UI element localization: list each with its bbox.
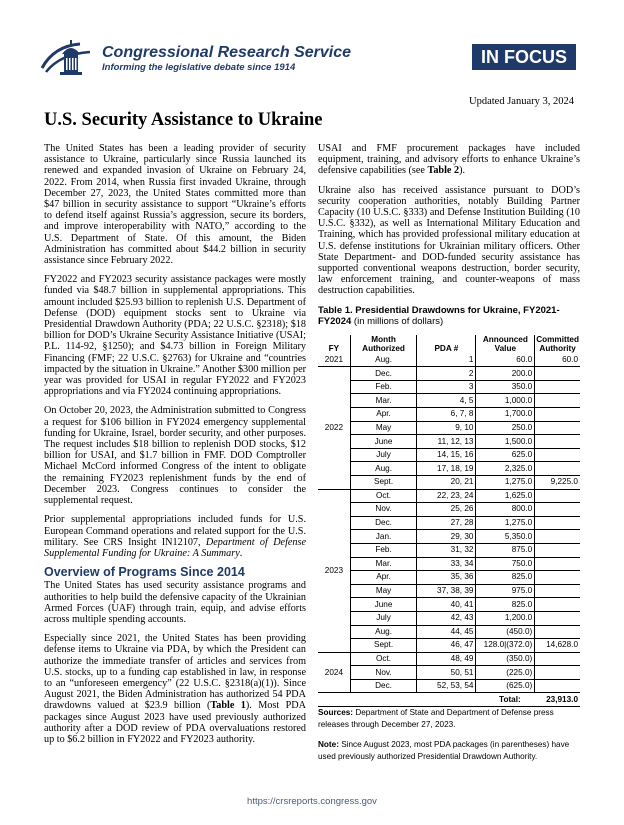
cell-pda: 25, 26	[417, 503, 476, 517]
total-label: Total:	[318, 693, 535, 707]
text: ). Most PDA packages since August 2023 have used previously authorized authority after a DOD review of PDA overvaluations restored up to $6.2 billion in FY2022 and FY2023 authority.	[44, 700, 306, 745]
cell-committed	[535, 421, 580, 435]
table-row	[318, 462, 580, 476]
table-row	[318, 503, 580, 517]
cell-month: Mar.	[350, 557, 417, 571]
table-title-units: (in millions of dollars)	[351, 315, 444, 327]
cell-announced: (625.0)	[476, 679, 535, 693]
cell-committed	[535, 679, 580, 693]
cell-announced: 750.0	[476, 557, 535, 571]
table-row	[318, 435, 580, 449]
text: .	[239, 547, 243, 559]
cell-pda: 20, 21	[417, 475, 476, 489]
sources-label: Sources:	[318, 708, 354, 718]
cell-month: Aug.	[350, 625, 417, 639]
cell-month: Sept.	[350, 639, 417, 653]
cell-pda: 3	[417, 380, 476, 394]
cell-month: Sept.	[350, 475, 417, 489]
table-note	[318, 739, 580, 763]
cell-pda: 29, 30	[417, 530, 476, 544]
cell-announced: 875.0	[476, 543, 535, 557]
cell-pda: 44, 45	[417, 625, 476, 639]
cell-pda: 35, 36	[417, 571, 476, 585]
cell-month: Dec.	[350, 679, 417, 693]
paragraph: On October 20, 2023, the Administration submitted to Congress a request for $106 billion in FY2024 emergency supplemental funding for Ukraine, Israel, border security, and other purposes. The request includes $18 billion to replenish DOD stocks, $12 billion for USAI, and $1.7 billion in FMF. DOD Comptroller Michael McCord informed Congress of the intent to obligate the remaining FY2023 replenishment funds by the end of December 2023. Congress continues to consider the supplemental request.	[44, 405, 306, 507]
cell-month: July	[350, 448, 417, 462]
cell-committed	[535, 489, 580, 503]
text: USAI and FMF procurement packages have included equipment, training, and advisory efforts to enhance Ukraine’s defensive capabilities (see	[318, 143, 580, 177]
updated-date: Updated January 3, 2024	[469, 96, 574, 107]
org-name: Congressional Research Service	[102, 44, 352, 61]
table-row	[318, 598, 580, 612]
cell-committed	[535, 557, 580, 571]
table-row	[318, 557, 580, 571]
drawdowns-table	[318, 335, 580, 707]
cell-pda: 50, 51	[417, 666, 476, 680]
note-text: Since August 2023, most PDA packages (in parentheses) have used previously authorized Presidential Drawdown Authority.	[318, 740, 570, 762]
cell-pda: 48, 49	[417, 652, 476, 666]
cell-pda: 42, 43	[417, 611, 476, 625]
left-column	[44, 143, 306, 753]
header-committed: Committed Authority	[536, 334, 579, 354]
cell-month: June	[350, 598, 417, 612]
paragraph: Ukraine also has received assistance pursuant to DOD’s security cooperation authorities, notably Building Partner Capacity (10 U.S.C. §333) and Defense Institution Building (10 U.S.C. §332), as well as International Military Education and Training, which has provided professional military education at U.S. defense institutions for Ukrainian military officers. Other State Department- and DOD-funded security assistance has supported conventional weapons destruction, border security, law enforcement training, and counter-weapons of mass destruction capabilities.	[318, 184, 580, 297]
paragraph	[44, 514, 306, 559]
table-row	[318, 625, 580, 639]
total-row	[318, 693, 580, 707]
cell-announced: 1,625.0	[476, 489, 535, 503]
cell-month: Dec.	[350, 367, 417, 381]
table-row	[318, 543, 580, 557]
table-row	[318, 448, 580, 462]
cell-committed	[535, 625, 580, 639]
citation-title: Department of Defense Supplemental Funding for Ukraine: A Summary	[44, 536, 307, 559]
paragraph: The United States has used security assistance programs and authorities to help build the defensive capacity of the Ukrainian Armed Forces (UAF) through train, equip, and advise efforts across multiple spending accounts.	[44, 580, 306, 625]
cell-pda: 27, 28	[417, 516, 476, 530]
cell-month: Oct.	[350, 652, 417, 666]
cell-pda: 2	[417, 367, 476, 381]
cell-pda: 17, 18, 19	[417, 462, 476, 476]
table-row	[318, 516, 580, 530]
cell-announced: 1,700.0	[476, 408, 535, 422]
section-heading: Overview of Programs Since 2014	[44, 565, 245, 580]
cell-committed	[535, 435, 580, 449]
page-title: U.S. Security Assistance to Ukraine	[44, 110, 323, 130]
cell-month: Mar.	[350, 394, 417, 408]
table-sources	[318, 707, 580, 731]
cell-committed	[535, 598, 580, 612]
cell-announced: 60.0	[476, 354, 535, 367]
cell-month: Apr.	[350, 408, 417, 422]
header-pda: PDA #	[417, 335, 476, 354]
cell-committed	[535, 516, 580, 530]
cell-month: May	[350, 584, 417, 598]
cell-committed: 14,628.0	[535, 639, 580, 653]
note-label: Note:	[318, 740, 339, 750]
cell-pda: 52, 53, 54	[417, 679, 476, 693]
cell-announced: 5,350.0	[476, 530, 535, 544]
table-row	[318, 354, 580, 367]
capitol-dome-logo	[40, 38, 100, 78]
table-row	[318, 489, 580, 503]
cell-announced: (450.0)	[476, 625, 535, 639]
table-body	[318, 354, 580, 707]
table-row	[318, 380, 580, 394]
cell-pda: 9, 10	[417, 421, 476, 435]
cell-committed	[535, 408, 580, 422]
cell-month: Oct.	[350, 489, 417, 503]
paragraph	[44, 633, 306, 745]
cell-month: Aug.	[350, 354, 417, 367]
sources-text: Department of State and Department of Defense press releases through December 27, 2023.	[318, 708, 554, 730]
cell-announced: 825.0	[476, 571, 535, 585]
cell-announced: 800.0	[476, 503, 535, 517]
cell-month: June	[350, 435, 417, 449]
table-row	[318, 530, 580, 544]
cell-pda: 11, 12, 13	[417, 435, 476, 449]
cell-month: Apr.	[350, 571, 417, 585]
header-announced: Announced Value	[476, 335, 535, 354]
paragraph: The United States has been a leading provider of security assistance to Ukraine, particularly since Russia launched its renewed and expanded invasion of Ukraine on February 24, 2022. From 2014, when Russia first invaded Ukraine, through December 27, 2023, the United States committed more than $47 billion in security assistance to support “Ukraine’s efforts to defend itself against Russia’s aggression, secure its borders, and improve interoperability with NATO,” according to the U.S. Department of State. Of this amount, the Biden Administration has committed about $44.2 billion in security assistance since February 2022.	[44, 143, 306, 267]
cell-fy: 2021	[318, 354, 350, 367]
cell-announced: 1,275.0	[476, 516, 535, 530]
table-reference: Table 2	[427, 165, 460, 177]
text: Especially since 2021, the United States has been providing defense items to Ukraine via PDA, by which the President can authorize the immediate transfer of articles and services from U.S. stocks, up to a funding cap established in law, in response to an “unforeseen emergency” (22 U.S.C. §2318(a)(1)). Since August 2021, the Biden Administration has authorized 54 PDA drawdowns valued at $23.9 billion (	[44, 633, 306, 712]
cell-announced: 975.0	[476, 584, 535, 598]
cell-month: Dec.	[350, 516, 417, 530]
cell-announced: 1,200.0	[476, 611, 535, 625]
cell-announced: 1,275.0	[476, 475, 535, 489]
cell-committed: 60.0	[535, 354, 580, 367]
cell-pda: 1	[417, 354, 476, 367]
cell-month: May	[350, 421, 417, 435]
paragraph: FY2022 and FY2023 security assistance packages were mostly funded via $48.7 billion in supplemental appropriations. This amount included $25.93 billion to replenish U.S. Department of Defense (DOD) equipment stocks sent to Ukraine via Presidential Drawdown Authority (PDA; 22 U.S.C. §2318); $18 billion for DOD’s Ukraine Security Assistance Initiative (USAI; P.L. 114-92, §1250); and $4.73 billion in Foreign Military Financing (FMF; 22 U.S.C. §2763) for Ukraine and “countries impacted by the situation in Ukraine.” Another $300 million per year was provided for USAI in regular FY2022 and FY2023 appropriations and via FY2024 continuing appropriations.	[44, 274, 306, 398]
table-row	[318, 611, 580, 625]
cell-fy: 2022	[318, 367, 350, 489]
cell-committed	[535, 611, 580, 625]
table-row	[318, 639, 580, 653]
cell-month: Nov.	[350, 503, 417, 517]
cell-announced: 128.0|(372.0)	[476, 639, 535, 653]
cell-month: Feb.	[350, 380, 417, 394]
cell-committed	[535, 367, 580, 381]
cell-committed	[535, 666, 580, 680]
table-row	[318, 679, 580, 693]
table-title-bold: Table 1. Presidential Drawdowns for Ukraine, FY2021-FY2024	[318, 304, 560, 327]
table-header-row	[318, 335, 580, 354]
cell-committed: 9,225.0	[535, 475, 580, 489]
cell-committed	[535, 543, 580, 557]
cell-announced: 1,500.0	[476, 435, 535, 449]
cell-committed	[535, 571, 580, 585]
cell-committed	[535, 584, 580, 598]
cell-fy: 2023	[318, 489, 350, 652]
table-row	[318, 666, 580, 680]
table-reference: Table 1	[210, 700, 246, 712]
cell-committed	[535, 448, 580, 462]
table-row	[318, 408, 580, 422]
cell-announced: 825.0	[476, 598, 535, 612]
cell-pda: 14, 15, 16	[417, 448, 476, 462]
cell-fy: 2024	[318, 652, 350, 693]
cell-committed	[535, 462, 580, 476]
text: Prior supplemental appropriations included funds for U.S. European Command operations and related support for the U.S. military. See CRS Insight IN12107,	[44, 514, 306, 548]
cell-pda: 22, 23, 24	[417, 489, 476, 503]
cell-announced: (350.0)	[476, 652, 535, 666]
cell-month: Nov.	[350, 666, 417, 680]
paragraph	[318, 143, 580, 177]
cell-month: Jan.	[350, 530, 417, 544]
table-row	[318, 584, 580, 598]
right-column	[318, 143, 580, 771]
cell-month: Aug.	[350, 462, 417, 476]
cell-committed	[535, 394, 580, 408]
cell-announced: 1,000.0	[476, 394, 535, 408]
cell-committed	[535, 652, 580, 666]
table-row	[318, 571, 580, 585]
cell-pda: 6, 7, 8	[417, 408, 476, 422]
cell-announced: 350.0	[476, 380, 535, 394]
footer-url[interactable]: https://crsreports.congress.gov	[247, 796, 377, 807]
cell-announced: 200.0	[476, 367, 535, 381]
cell-announced: (225.0)	[476, 666, 535, 680]
cell-committed	[535, 380, 580, 394]
cell-announced: 250.0	[476, 421, 535, 435]
table-row	[318, 421, 580, 435]
cell-pda: 37, 38, 39	[417, 584, 476, 598]
cell-pda: 46, 47	[417, 639, 476, 653]
cell-pda: 31, 32	[417, 543, 476, 557]
cell-announced: 2,325.0	[476, 462, 535, 476]
header-fy: FY	[318, 335, 350, 354]
total-value: 23,913.0	[535, 693, 580, 707]
table-row	[318, 652, 580, 666]
cell-pda: 33, 34	[417, 557, 476, 571]
cell-announced: 625.0	[476, 448, 535, 462]
table-title	[318, 305, 580, 327]
cell-pda: 40, 41	[417, 598, 476, 612]
table-row	[318, 367, 580, 381]
org-tagline: Informing the legislative debate since 1914	[102, 62, 296, 73]
table-row	[318, 475, 580, 489]
table-row	[318, 394, 580, 408]
cell-committed	[535, 530, 580, 544]
cell-committed	[535, 503, 580, 517]
cell-month: July	[350, 611, 417, 625]
header-month: Month Authorized	[350, 335, 417, 354]
in-focus-badge: IN FOCUS	[472, 44, 576, 70]
cell-month: Feb.	[350, 543, 417, 557]
cell-pda: 4, 5	[417, 394, 476, 408]
text: ).	[459, 165, 466, 177]
